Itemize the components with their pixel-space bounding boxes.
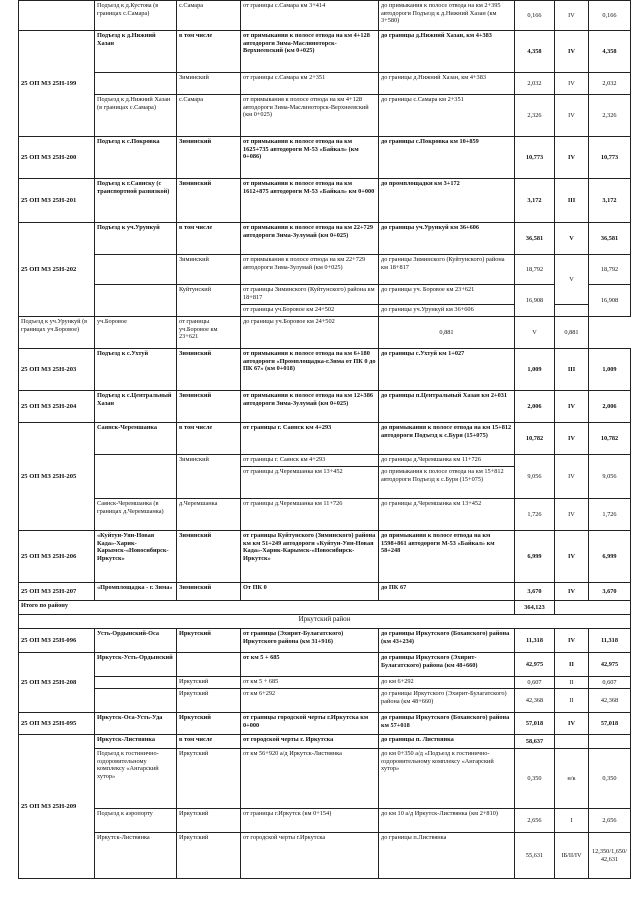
table-row <box>19 583 631 601</box>
road-name <box>95 285 177 317</box>
table-row <box>19 137 631 179</box>
segment-length: 10,782 <box>515 423 555 455</box>
segment-end: до границы уч.Урункуй км 36+606 <box>379 305 515 317</box>
segment-total <box>589 735 631 749</box>
table-row <box>19 391 631 423</box>
table-row <box>19 735 631 749</box>
road-code: 25 ОП МЗ 25Н-202 <box>19 223 95 317</box>
segment-length: 10,773 <box>515 137 555 179</box>
segment-end: до границы с.Ухтуй км 1+027 <box>379 349 515 391</box>
segment-start: от примыкания к полосе отвода на км 1612+875 автодороги М-53 «Байкал» км 0+000 <box>241 179 379 223</box>
road-category: IV <box>555 531 589 583</box>
road-category: IV <box>555 713 589 735</box>
segment-start: от границы д.Черемшанка км 13+452 <box>241 467 379 499</box>
road-code: 25 ОП МЗ 25Н-200 <box>19 137 95 179</box>
segment-length: 57,018 <box>515 713 555 735</box>
road-code: 25 ОП МЗ 25Н-205 <box>19 423 95 531</box>
segment-total: 3,670 <box>589 583 631 601</box>
segment-start: от границы уч.Боровое км 23+621 <box>177 317 241 349</box>
segment-total: 0,166 <box>589 1 631 31</box>
road-name <box>95 73 177 95</box>
segment-total: 36,581 <box>589 223 631 255</box>
segment-end: до км 0+350 а/д «Подъезд к гостинично-оздоровительному комплексу «Ангарский хутор» <box>379 749 515 809</box>
road-category: II <box>555 653 589 677</box>
road-code: 25 ОП МЗ 25Н-203 <box>19 349 95 391</box>
total-empty-cell <box>555 601 631 615</box>
segment-total: 2,656 <box>589 809 631 833</box>
road-category: III <box>555 349 589 391</box>
table-row <box>19 749 631 809</box>
segment-total: 1,726 <box>589 499 631 531</box>
segment-length: 42,368 <box>515 689 555 713</box>
road-district: уч.Боровое <box>95 317 177 349</box>
segment-total: 11,318 <box>589 629 631 653</box>
segment-length: 6,999 <box>515 531 555 583</box>
road-name: Подъезд к с.Центральный Хазан <box>95 391 177 423</box>
road-district: Зиминский <box>177 255 241 285</box>
road-district: Иркутский <box>177 713 241 735</box>
road-name: Подъезд к уч.Урункуй (в границах уч.Боровое) <box>19 317 95 349</box>
table-row <box>19 455 631 467</box>
road-category: IV <box>555 73 589 95</box>
road-category: IV <box>555 137 589 179</box>
road-code: 25 ОП МЗ 25Н-095 <box>19 713 95 735</box>
segment-start: от км 5 + 685 <box>241 653 379 677</box>
table-row <box>19 223 631 255</box>
segment-start: от границы Куйтунского (Зиминского) района км км 51+249 автодороги «Куйтун-Уян-Новая Када»-Харик-Карымск-«Новосибирск-Иркутск» <box>241 531 379 583</box>
segment-total: 6,999 <box>589 531 631 583</box>
table-row <box>19 499 631 531</box>
segment-total: 0,607 <box>589 677 631 689</box>
segment-end: до примыкания к полосе отвода на км 2+395 автодороги Подъезд к д.Нижний Хазан (км 3+580) <box>379 1 515 31</box>
segment-length: 9,056 <box>515 455 555 499</box>
segment-length: 42,975 <box>515 653 555 677</box>
segment-start: от границы г. Саянск км 4+293 <box>241 423 379 455</box>
segment-end: до км 10 а/д Иркутск-Листвянка (км 2+810) <box>379 809 515 833</box>
segment-total: 10,773 <box>589 137 631 179</box>
road-district: Иркутский <box>177 629 241 653</box>
road-name: Подъезд к гостинично-оздоровительному комплексу «Ангарский хутор» <box>95 749 177 809</box>
road-name: Подъезд к аэропорту <box>95 809 177 833</box>
road-name <box>95 689 177 713</box>
table-row <box>19 833 631 879</box>
road-name: Усть-Ордынский-Оса <box>95 629 177 653</box>
segment-start: от примыкания к полосе отвода на км 22+729 автодороги Зима-Зулумай (км 0+025) <box>241 255 379 285</box>
segment-start: от границы Зиминского (Куйтунского) района км 18+817 <box>241 285 379 305</box>
road-category: н/к <box>555 749 589 809</box>
table-row <box>19 179 631 223</box>
segment-end: до ПК 67 <box>379 583 515 601</box>
segment-end: до примыкания к полосе отвода на км 1598+861 автодороги М-53 «Байкал» км 58+248 <box>379 531 515 583</box>
segment-total: 0,881 <box>555 317 589 349</box>
segment-total: 57,018 <box>589 713 631 735</box>
segment-total: 42,975 <box>589 653 631 677</box>
table-row <box>19 713 631 735</box>
segment-end: до примыкания к полосе отвода на км 15+812 автодороги Подъезд к с.Буря (15+075) <box>379 423 515 455</box>
road-district: Куйтунский <box>177 285 241 317</box>
segment-total: 3,172 <box>589 179 631 223</box>
table-row <box>19 73 631 95</box>
road-category: V <box>555 223 589 255</box>
table-row <box>19 653 631 677</box>
road-name <box>95 677 177 689</box>
road-name: Иркутск-Оса-Усть-Уда <box>95 713 177 735</box>
district-total-label: Итого по району <box>19 601 515 615</box>
segment-start: от городской черты г.Иркутска <box>241 833 379 879</box>
segment-length: 0,166 <box>515 1 555 31</box>
district-total-value: 364,123 <box>515 601 555 615</box>
road-district: в том числе <box>177 223 241 255</box>
road-category: II <box>555 689 589 713</box>
segment-length: 55,631 <box>515 833 555 879</box>
segment-end: до границы п.Листвянка <box>379 833 515 879</box>
segment-start: от границы г. Саянск км 4+293 <box>241 455 379 467</box>
segment-end: до примыкания к полосе отвода на км 15+812 автодороги Подъезд к с.Буря (15+075) <box>379 467 515 499</box>
road-code <box>19 1 95 31</box>
segment-start: от границы городской черты г.Иркутска км 0+000 <box>241 713 379 735</box>
segment-total: 2,326 <box>589 95 631 137</box>
road-district: Иркутский <box>177 677 241 689</box>
table-row <box>19 31 631 73</box>
segment-length: 3,670 <box>515 583 555 601</box>
table-row <box>19 95 631 137</box>
road-register-table <box>18 0 631 879</box>
segment-total: 0,350 <box>589 749 631 809</box>
road-code: 25 ОП МЗ 25Н-207 <box>19 583 95 601</box>
road-category: II <box>555 677 589 689</box>
segment-total: 10,782 <box>589 423 631 455</box>
road-name: «Куйтун-Уян-Новая Када»-Харик-Карымск-«Новосибирск-Иркутск» <box>95 531 177 583</box>
road-code: 25 ОП МЗ 25Н-209 <box>19 735 95 879</box>
road-name: Подъезд к с.Покровка <box>95 137 177 179</box>
road-district: Зиминский <box>177 73 241 95</box>
segment-end: до границы с.Самара км 2+351 <box>379 95 515 137</box>
road-name <box>95 255 177 285</box>
segment-start: от городской черты г. Иркутска <box>241 735 379 749</box>
road-district: с.Самара <box>177 95 241 137</box>
segment-total: 42,368 <box>589 689 631 713</box>
segment-end: до границы уч. Боровое км 23+621 <box>379 285 515 305</box>
road-name: Иркутск-Усть-Ордынский <box>95 653 177 677</box>
segment-end: до границы Иркутского (Эхирит-Булагатского) района (км 48+660) <box>379 689 515 713</box>
region-heading: Иркутский район <box>19 615 631 629</box>
segment-start: от примыкания к полосе отвода на км 12+386 автодороги Зима-Зулумай (км 0+025) <box>241 391 379 423</box>
road-name: Подъезд к д.Кустова (в границах с.Самара) <box>95 1 177 31</box>
segment-start: от примыкания к полосе отвода на км 22+729 автодороги Зима-Зулумай (км 0+025) <box>241 223 379 255</box>
segment-length: 1,009 <box>515 349 555 391</box>
road-category: IV <box>555 31 589 73</box>
segment-total: 2,006 <box>589 391 631 423</box>
segment-length: 2,006 <box>515 391 555 423</box>
road-name: «Промплощадка - г. Зима» <box>95 583 177 601</box>
road-category: IV <box>555 629 589 653</box>
road-district: с.Самара <box>177 1 241 31</box>
road-name: Саянск-Черемшанка <box>95 423 177 455</box>
road-name: Подъезд к уч.Урункуй <box>95 223 177 255</box>
road-district: Зиминский <box>177 455 241 499</box>
table-row <box>19 677 631 689</box>
road-category: V <box>555 255 589 305</box>
road-name: Подъезд к г.Саянску (с транспортной развязкой) <box>95 179 177 223</box>
segment-end: до границы д.Черемшанка км 11+726 <box>379 455 515 467</box>
road-register-document <box>18 0 631 879</box>
segment-end: до границы Иркутского (Эхирит-Булагатского) района (км 48+660) <box>379 653 515 677</box>
road-category: IV <box>555 499 589 531</box>
table-row <box>19 423 631 455</box>
segment-end: до границы Иркутского (Боханского) района (км 43+234) <box>379 629 515 653</box>
segment-end: до км 6+292 <box>379 677 515 689</box>
segment-length: 0,350 <box>515 749 555 809</box>
road-district: Иркутский <box>177 833 241 879</box>
segment-length: 0,881 <box>379 317 515 349</box>
road-code: 25 ОП МЗ 25Н-206 <box>19 531 95 583</box>
table-body <box>19 1 631 879</box>
segment-end: до границы д.Черемшанка км 13+452 <box>379 499 515 531</box>
segment-end: до границы п.Центральный Хазан км 2+031 <box>379 391 515 423</box>
segment-length: 2,032 <box>515 73 555 95</box>
segment-total: 16,908 <box>589 285 631 317</box>
road-district: Зиминский <box>177 137 241 179</box>
segment-start: от примыкания к полосе отвода на км 4+128 автодороги Зима-Маслиноторск-Верхнеевский (км 0+025) <box>241 95 379 137</box>
segment-start: от км 6+292 <box>241 689 379 713</box>
table-row <box>19 809 631 833</box>
road-category <box>555 735 589 749</box>
road-category: IV <box>555 455 589 499</box>
road-name: Иркутск-Листвянка <box>95 833 177 879</box>
segment-length: 2,656 <box>515 809 555 833</box>
segment-end: до границы уч.Урункуй км 36+606 <box>379 223 515 255</box>
road-code: 25 ОП МЗ 25Н-204 <box>19 391 95 423</box>
table-row <box>19 317 631 349</box>
segment-start: от границы уч.Боровое км 24+502 <box>241 305 379 317</box>
segment-end: до границы п. Листвянка <box>379 735 515 749</box>
road-district <box>177 653 241 677</box>
road-name: Подъезд к д.Нижний Хазан (в границах с.Самара) <box>95 95 177 137</box>
road-district: Зиминский <box>177 179 241 223</box>
table-row <box>19 531 631 583</box>
segment-length: 18,792 <box>515 255 555 285</box>
road-name <box>95 455 177 499</box>
segment-end: до границы Зиминского (Куйтунского) района км 18+817 <box>379 255 515 285</box>
segment-length: 1,726 <box>515 499 555 531</box>
road-category: IV <box>555 95 589 137</box>
segment-end: до границы уч.Боровое км 24+502 <box>241 317 379 349</box>
table-row <box>19 615 631 629</box>
segment-length: 4,358 <box>515 31 555 73</box>
segment-total: 2,032 <box>589 73 631 95</box>
road-district: Иркутский <box>177 809 241 833</box>
segment-end: до границы д.Нижний Хазан, км 4+383 <box>379 73 515 95</box>
road-category: IV <box>555 1 589 31</box>
road-code: 25 ОП МЗ 25Н-201 <box>19 179 95 223</box>
table-row <box>19 349 631 391</box>
table-row <box>19 629 631 653</box>
segment-start: от примыкания к полосе отвода на км 6+180 автодороги «Промплощадка-г.Зима от ПК 0 до ПК 67» (км 0+018) <box>241 349 379 391</box>
road-name: Саянск-Черемшанка (в границах д.Черемшанка) <box>95 499 177 531</box>
table-row <box>19 601 631 615</box>
road-district: в том числе <box>177 423 241 455</box>
segment-length: 3,172 <box>515 179 555 223</box>
segment-total: 4,358 <box>589 31 631 73</box>
segment-total: 12,350/1,650/42,631 <box>589 833 631 879</box>
segment-end: до границы Иркутского (Боханского) района км 57+018 <box>379 713 515 735</box>
segment-length: 58,637 <box>515 735 555 749</box>
road-code: 25 ОП МЗ 25Н-199 <box>19 31 95 137</box>
segment-length: 16,908 <box>515 285 555 317</box>
road-district: Зиминский <box>177 531 241 583</box>
table-row <box>19 285 631 305</box>
road-code: 25 ОП МЗ 25Н-208 <box>19 653 95 713</box>
segment-start: от границы с.Самара км 3+414 <box>241 1 379 31</box>
segment-end: до границы с.Покровка км 10+859 <box>379 137 515 179</box>
road-category: IV <box>555 423 589 455</box>
road-name: Подъезд к д.Нижний Хазан <box>95 31 177 73</box>
road-district: Зиминский <box>177 583 241 601</box>
road-category: I <box>555 809 589 833</box>
road-district: Зиминский <box>177 349 241 391</box>
segment-start: от примыкания к полосе отвода на км 4+128 автодороги Зима-Маслиноторск-Верхнеевский (км 0+025) <box>241 31 379 73</box>
segment-length: 11,318 <box>515 629 555 653</box>
segment-total: 9,056 <box>589 455 631 499</box>
segment-length: 2,326 <box>515 95 555 137</box>
segment-end: до границы д.Нижний Хазан, км 4+383 <box>379 31 515 73</box>
road-name: Подъезд к с.Ухтуй <box>95 349 177 391</box>
segment-end: до промплощадки км 3+172 <box>379 179 515 223</box>
road-district: Зиминский <box>177 391 241 423</box>
road-category: IV <box>555 391 589 423</box>
road-district: в том числе <box>177 31 241 73</box>
segment-start: от примыкания к полосе отвода на км 1625+735 автодороги М-53 «Байкал» (км 0+086) <box>241 137 379 179</box>
table-row <box>19 1 631 31</box>
segment-total: 1,009 <box>589 349 631 391</box>
road-district: Иркутский <box>177 689 241 713</box>
road-category: IV <box>555 583 589 601</box>
road-category: III <box>555 179 589 223</box>
segment-length: 0,607 <box>515 677 555 689</box>
segment-start: от км 56+920 а/д Иркутск-Листвянка <box>241 749 379 809</box>
road-name: Иркутск-Листвянка <box>95 735 177 749</box>
road-category: IБ/II/IV <box>555 833 589 879</box>
segment-length: 36,581 <box>515 223 555 255</box>
segment-start: от границы (Эхирит-Булагатского) Иркутского района (км 31+916) <box>241 629 379 653</box>
segment-start: от границы г.Иркутск (км 0+154) <box>241 809 379 833</box>
table-row <box>19 255 631 285</box>
table-row <box>19 689 631 713</box>
segment-start: от границы с.Самара км 2+351 <box>241 73 379 95</box>
road-district: д.Черемшанка <box>177 499 241 531</box>
segment-start: От ПК 0 <box>241 583 379 601</box>
road-category: V <box>515 317 555 349</box>
road-district: Иркутский <box>177 749 241 809</box>
road-district: в том числе <box>177 735 241 749</box>
segment-total: 18,792 <box>589 255 631 285</box>
segment-start: от границы д.Черемшанка км 11+726 <box>241 499 379 531</box>
segment-start: от км 5 + 685 <box>241 677 379 689</box>
road-code: 25 ОП МЗ 25Н-096 <box>19 629 95 653</box>
